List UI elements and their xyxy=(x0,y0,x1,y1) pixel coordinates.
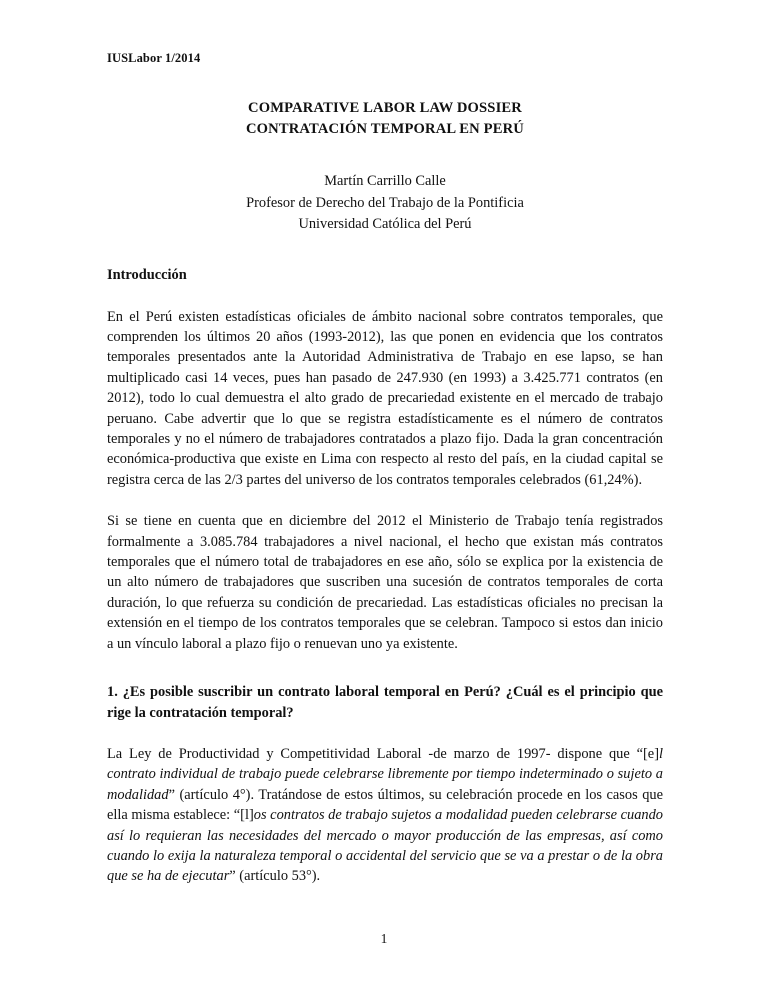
document-title-line-2: CONTRATACIÓN TEMPORAL EN PERÚ xyxy=(245,121,524,137)
author-block xyxy=(107,171,663,236)
paragraph-answer-1 xyxy=(107,744,663,887)
running-head: IUSLabor 1/2014 xyxy=(107,51,201,65)
answer-intro-text: La Ley de Productividad y Competitividad Laboral -de marzo de 1997- dispone que “[e] xyxy=(107,746,659,762)
answer-quote-2-tail: ejecutar xyxy=(182,868,230,885)
document-title-line-1: COMPARATIVE LABOR LAW DOSSIER xyxy=(248,100,522,116)
section-heading-question-1: 1. ¿Es posible suscribir un contrato laboral temporal en Perú? ¿Cuál es el principio que rige la contratación temporal? xyxy=(107,684,663,721)
paragraph-intro-2: Si se tiene en cuenta que en diciembre del 2012 el Ministerio de Trabajo tenía registrados formalmente a 3.085.784 trabajadores a nivel nacional, el hecho que existan más contratos temporales que el número total de trabajadores en ese año, sólo se explica por la existencia de un alto número de trabajadores que suscriben una sucesión de contratos temporales de corta duración, lo que refuerza su condición de precariedad. Las estadísticas oficiales no precisan la extensión en el tiempo de los contratos temporales que se celebran. Tampoco si estos dan inicio a un vínculo laboral a plazo fijo o renuevan uno ya existente. xyxy=(107,513,663,652)
author-affiliation-line-1: Profesor de Derecho del Trabajo de la Pontificia xyxy=(246,194,524,211)
author-name: Martín Carrillo Calle xyxy=(324,173,446,189)
section-heading-introduccion: Introducción xyxy=(107,266,187,283)
answer-quote-1: l contrato individual de trabajo puede celebrarse libremente por tiempo indeterminado o sujeto a modalidad xyxy=(107,746,663,803)
title-block xyxy=(107,98,663,140)
document-content-column xyxy=(107,0,663,887)
answer-closing-text: ” (artículo 53°). xyxy=(229,868,321,885)
answer-quote-2: os contratos de trabajo sujetos a modalidad pueden celebrarse cuando así lo requieran las necesidades del mercado o mayor producción de las empresas, así como cuando lo exija la naturaleza temporal o accidental del servicio que se va a prestar o de la obra que se ha de xyxy=(107,807,663,885)
author-affiliation-line-2: Universidad Católica del Perú xyxy=(298,216,472,232)
paragraph-intro-1: En el Perú existen estadísticas oficiales de ámbito nacional sobre contratos temporales, que comprenden los últimos 20 años (1993-2012), las que ponen en evidencia que los contratos temporales presentados ante la Autoridad Administrativa de Trabajo en ese lapso, se han multiplicado casi 14 veces, pues han pasado de 247.930 (en 1993) a 3.425.771 contratos (en 2012), todo lo cual demuestra el alto grado de precariedad existente en el mercado de trabajo peruano. Cabe advertir que lo que se registra estadísticamente es el número de contratos temporales y no el número de trabajadores contratados a plazo fijo. Dada la gran concentración económica-productiva que existe en Lima con respecto al resto del país, en la ciudad capital se registra cerca de las 2/3 partes del universo de los contratos temporales celebrados (61,24%). xyxy=(107,308,663,488)
page-number: 1 xyxy=(380,931,388,946)
answer-middle-text: ” (artículo 4°). Tratándose de estos últimos, su celebración procede en los casos que ella misma establece: “[l] xyxy=(107,786,663,824)
